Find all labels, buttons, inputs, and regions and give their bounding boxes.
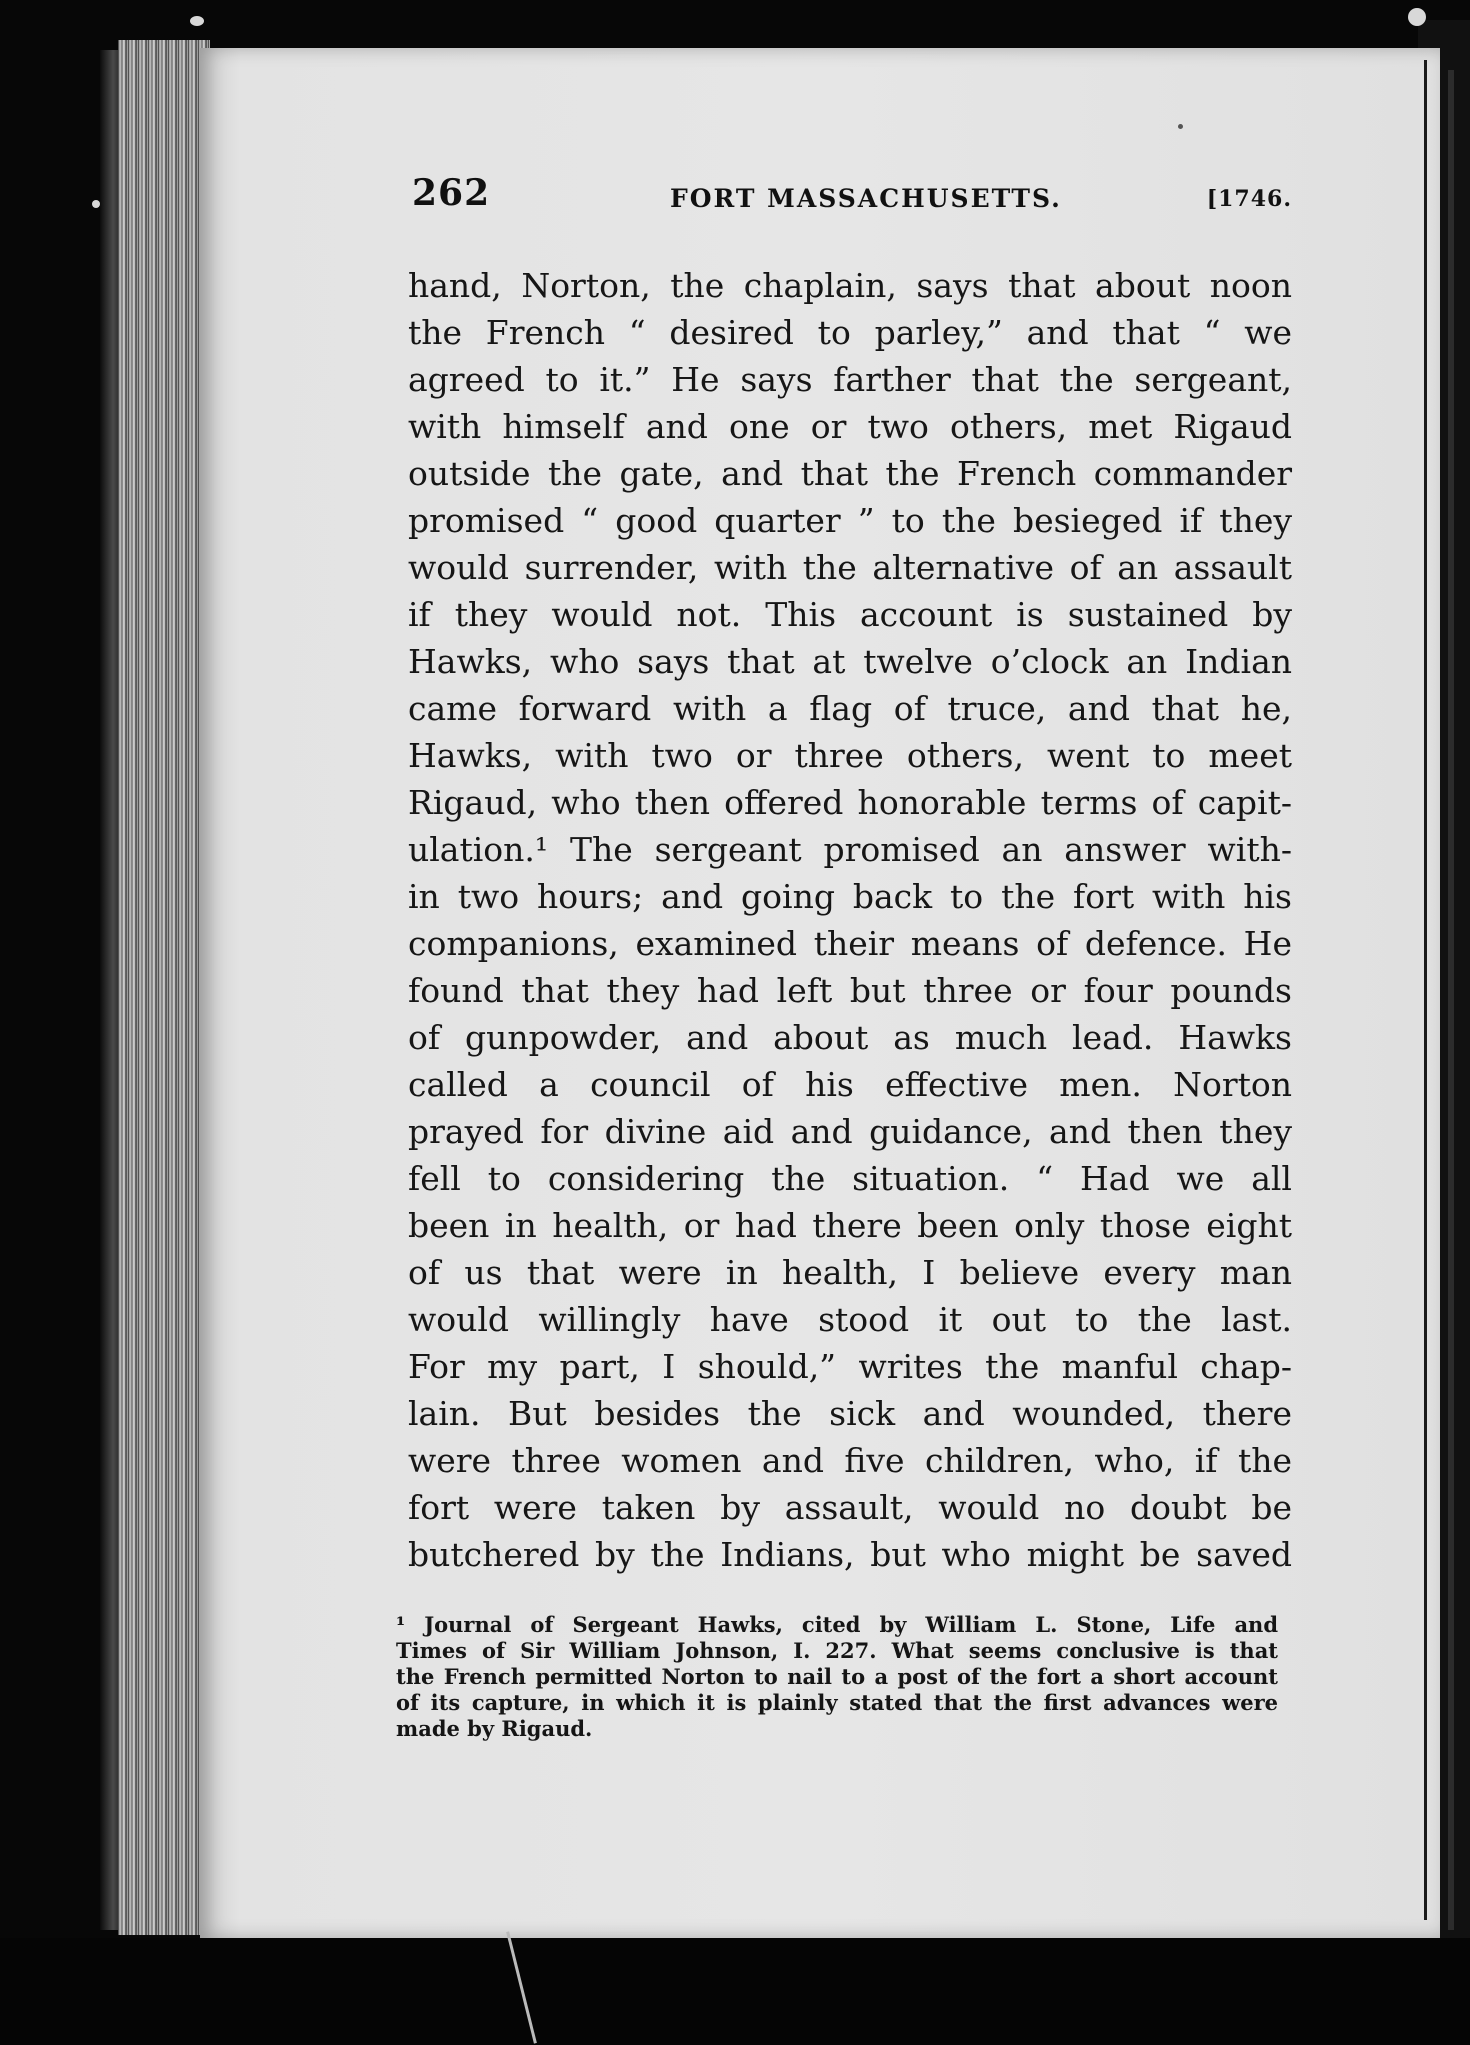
text-line: if they would not. This account is sustained by: [408, 595, 1292, 634]
text-line: been in health, or had there been only those eight: [408, 1206, 1292, 1245]
text-line: hand, Norton, the chaplain, says that about noon: [408, 266, 1292, 305]
text-line: came forward with a flag of truce, and that he,: [408, 689, 1292, 728]
text-line: of us that were in health, I believe every man: [408, 1253, 1292, 1292]
text-line: found that they had left but three or four pounds: [408, 971, 1292, 1010]
dust-speck: [1178, 124, 1183, 129]
body-text: [408, 262, 1292, 1578]
text-line: were three women and five children, who, if the: [408, 1441, 1292, 1480]
footnote-line: of its capture, in which it is plainly stated that the first advances were: [396, 1690, 1278, 1715]
running-head: [412, 172, 1292, 228]
text-line: outside the gate, and that the French commander: [408, 454, 1292, 493]
footnote-line: made by Rigaud.: [396, 1716, 593, 1741]
background-bottom: [0, 1938, 1470, 2045]
dust-speck: [1408, 8, 1426, 26]
text-line: called a council of his effective men. Norton: [408, 1065, 1292, 1104]
footnote-line: ¹ Journal of Sergeant Hawks, cited by William L. Stone, Life and: [396, 1612, 1278, 1637]
footnote-line: the French permitted Norton to nail to a post of the fort a short account: [396, 1664, 1278, 1689]
text-line: prayed for divine aid and guidance, and then they: [408, 1112, 1292, 1151]
footnote-line: Times of Sir William Johnson, I. 227. What seems conclusive is that: [396, 1638, 1278, 1663]
text-line: of gunpowder, and about as much lead. Hawks: [408, 1018, 1292, 1057]
text-line: fort were taken by assault, would no doubt be: [408, 1488, 1292, 1527]
text-line: Rigaud, who then offered honorable terms of capit-: [408, 783, 1292, 822]
text-line: fell to considering the situation. “ Had we all: [408, 1159, 1292, 1198]
text-line: would surrender, with the alternative of an assault: [408, 548, 1292, 587]
book-page-edges: [118, 40, 210, 1935]
text-line: ulation.¹ The sergeant promised an answer with-: [408, 830, 1292, 869]
footnote: [396, 1612, 1278, 1742]
page-number: 262: [412, 172, 491, 214]
page-edge-line: [1424, 60, 1427, 1920]
running-year: [1746.: [1206, 186, 1292, 212]
text-line: butchered by the Indians, but who might be saved: [408, 1535, 1292, 1574]
text-line: promised “ good quarter ” to the besieged if they: [408, 501, 1292, 540]
text-line: Hawks, with two or three others, went to meet: [408, 736, 1292, 775]
text-line: agreed to it.” He says farther that the sergeant,: [408, 360, 1292, 399]
dust-speck: [190, 16, 204, 26]
text-line: would willingly have stood it out to the last.: [408, 1300, 1292, 1339]
text-line: companions, examined their means of defence. He: [408, 924, 1292, 963]
book-binding-line: [1448, 70, 1454, 1930]
text-line: Hawks, who says that at twelve o’clock an Indian: [408, 642, 1292, 681]
running-title: FORT MASSACHUSETTS.: [670, 184, 1062, 213]
dust-speck: [92, 200, 100, 208]
text-line: For my part, I should,” writes the manful chap-: [408, 1347, 1292, 1386]
text-line: in two hours; and going back to the fort with his: [408, 877, 1292, 916]
text-line: with himself and one or two others, met Rigaud: [408, 407, 1292, 446]
text-line: lain. But besides the sick and wounded, there: [408, 1394, 1292, 1433]
text-line: the French “ desired to parley,” and that “ we: [408, 313, 1292, 352]
